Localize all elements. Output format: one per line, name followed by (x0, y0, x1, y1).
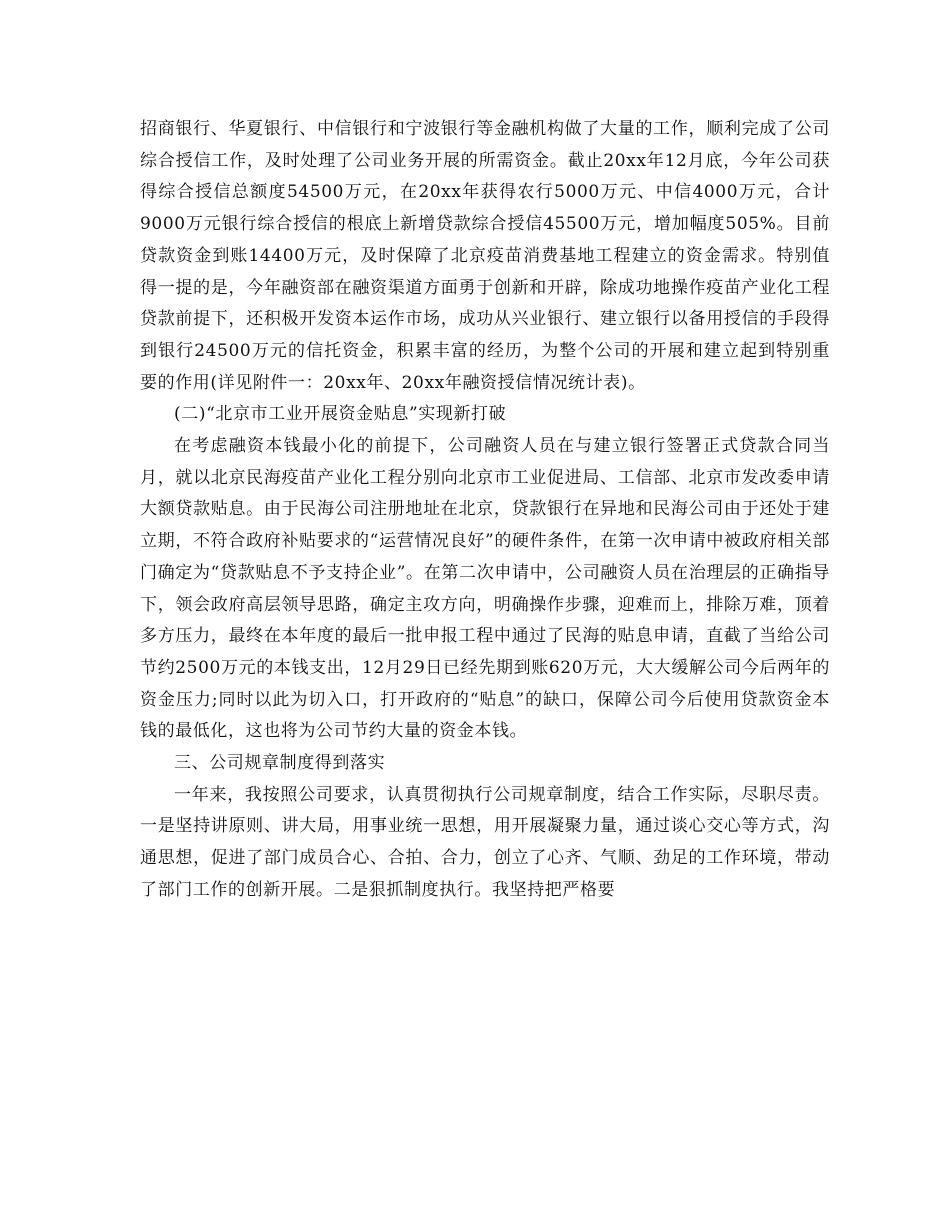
paragraph-subsidy-application: 在考虑融资本钱最小化的前提下，公司融资人员在与建立银行签署正式贷款合同当月，就以北京民海疫苗产业化工程分别向北京市工业促进局、工信部、北京市发改委申请大额贷款贴息。由于民海公司注册地址在北京，贷款银行在异地和民海公司由于还处于建立期，不符合政府补贴要求的“运营情况良好”的硬件条件，在第一次申请中被政府相关部门确定为“贷款贴息不予支持企业”。在第二次申请中，公司融资人员在治理层的正确指导下，领会政府高层领导思路，确定主攻方向，明确操作步骤，迎难而上，排除万难，顶着多方压力，最终在本年度的最后一批申报工程中通过了民海的贴息申请，直截了当给公司节约2500万元的本钱支出，12月29日已经先期到账620万元，大大缓解公司今后两年的资金压力;同时以此为切入口，打开政府的“贴息”的缺口，保障公司今后使用贷款资金本钱的最低化，这也将为公司节约大量的资金本钱。 (140, 436, 830, 742)
section-heading-regulations: 三、公司规章制度得到落实 (174, 753, 386, 774)
paragraph-credit-work: 招商银行、华夏银行、中信银行和宁波银行等金融机构做了大量的工作，顺利完成了公司综合授信工作，及时处理了公司业务开展的所需资金。截止20xx年12月底，今年公司获得综合授信总额度54500万元，在20xx年获得农行5000万元、中信4000万元，合计9000万元银行综合授信的根底上新增贷款综合授信45500万元，增加幅度505%。目前贷款资金到账14400万元，及时保障了北京疫苗消费基地工程建立的资金需求。特别值得一提的是，今年融资部在融资渠道方面勇于创新和开辟，除成功地操作疫苗产业化工程贷款前提下，还积极开发资本运作市场，成功从兴业银行、建立银行以备用授信的手段得到银行24500万元的信托资金，积累丰富的经历，为整个公司的开展和建立起到特别重要的作用(详见附件一：20xx年、20xx年融资授信情况统计表)。 (140, 119, 830, 393)
paragraph-regulations: 一年来，我按照公司要求，认真贯彻执行公司规章制度，结合工作实际，尽职尽责。一是坚持讲原则、讲大局，用事业统一思想，用开展凝聚力量，通过谈心交心等方式，沟通思想，促进了部门成员合心、合拍、合力，创立了心齐、气顺、劲足的工作环境，带动了部门工作的创新开展。二是狠抓制度执行。我坚持把严格要 (140, 784, 830, 900)
section-heading-subsidy: (二)“北京市工业开展资金贴息”实现新打破 (174, 404, 507, 425)
document-body (140, 114, 830, 907)
